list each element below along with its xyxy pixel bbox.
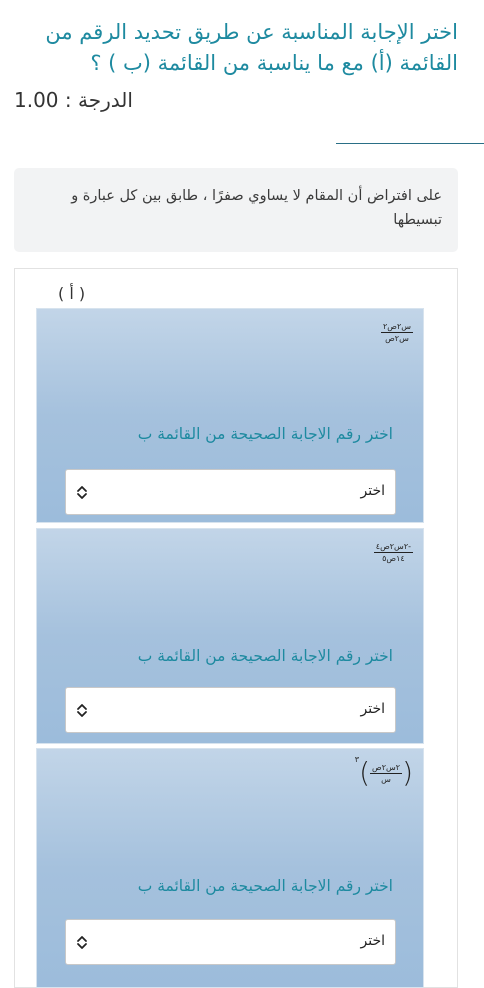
expression-2: [374, 541, 413, 564]
fraction-numerator: -٢س٢ص٤: [375, 542, 411, 551]
instruction-box: [14, 168, 458, 252]
match-item-1: [36, 308, 424, 523]
answer-select-3[interactable]: [65, 919, 396, 965]
answer-select-1[interactable]: [65, 469, 396, 515]
item-prompt: اختر رقم الاجابة الصحيحة من القائمة ب: [137, 877, 393, 895]
chevron-up-down-icon: [76, 935, 88, 950]
item-prompt: اختر رقم الاجابة الصحيحة من القائمة ب: [137, 425, 393, 443]
fraction-denominator: ١٤ص٥: [382, 554, 405, 563]
answer-select-2[interactable]: [65, 687, 396, 733]
question-title: اختر الإجابة المناسبة عن طريق تحديد الرقم من القائمة (أ) مع ما يناسبة من القائمة (ب ) ؟: [45, 20, 458, 75]
select-value: اختر: [360, 933, 385, 949]
fraction: [374, 541, 413, 564]
paren-open: (: [402, 756, 413, 789]
question-header: [0, 0, 484, 140]
item-prompt: اختر رقم الاجابة الصحيحة من القائمة ب: [137, 647, 393, 665]
chevron-up-down-icon: [76, 703, 88, 718]
header-divider: [336, 143, 484, 144]
fraction-numerator: س٢ص٢: [382, 322, 411, 331]
instruction-text: على افتراض أن المقام لا يساوي صفرًا ، طابق بين كل عبارة و تبسيطها: [71, 188, 442, 228]
question-grade: الدرجة : 1.00: [14, 88, 133, 112]
expression-3: [354, 755, 413, 789]
paren-close: ): [359, 756, 371, 789]
fraction-denominator: س٢ص: [385, 334, 409, 343]
select-value: اختر: [360, 701, 385, 717]
fraction: [370, 762, 402, 785]
chevron-up-down-icon: [76, 485, 88, 500]
exponent: ٣: [354, 755, 360, 764]
list-a-label: ( أ ): [58, 284, 86, 303]
select-value: اختر: [360, 483, 385, 499]
fraction-numerator: ٢س٢ص: [372, 762, 401, 772]
fraction-denominator: س: [381, 774, 391, 784]
expression-1: [381, 321, 413, 344]
match-item-2: [36, 528, 424, 744]
match-item-3: [36, 748, 424, 988]
fraction: [381, 321, 413, 344]
